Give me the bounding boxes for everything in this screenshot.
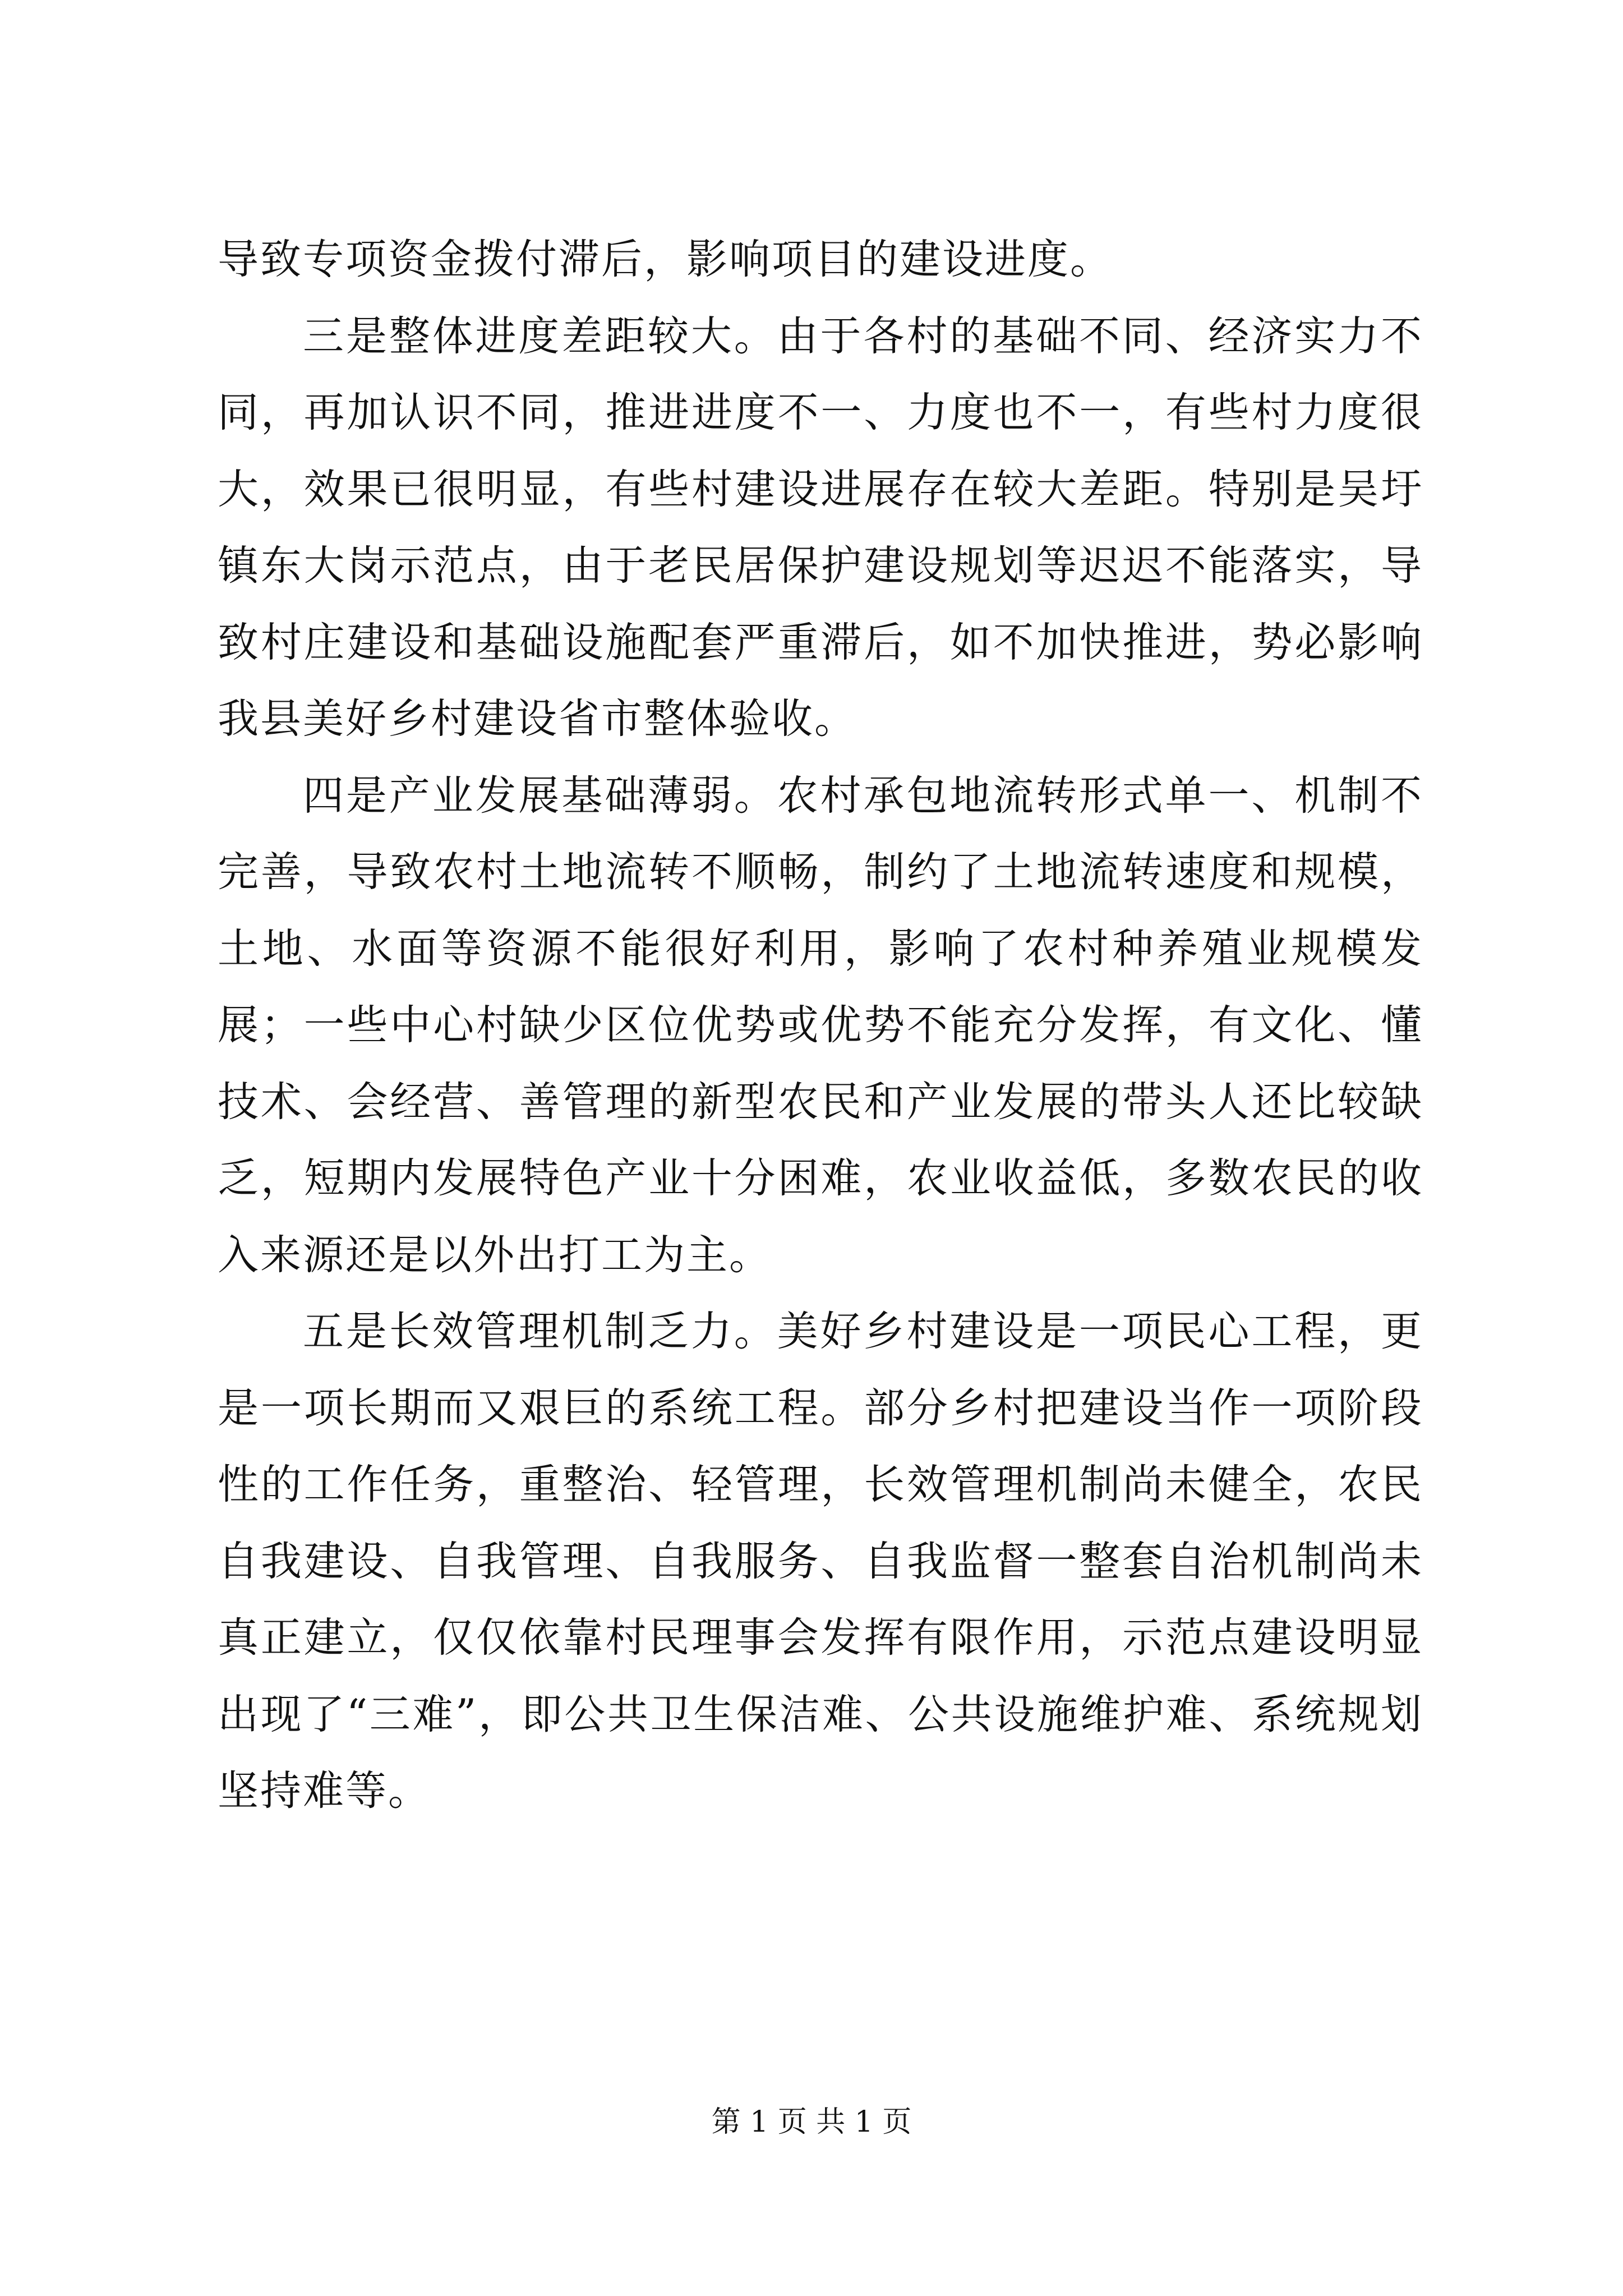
paragraph-progress-gap: 三是整体进度差距较大。由于各村的基础不同、经济实力不同，再加认识不同，推进进度不一、力度也不一，有些村力度很大，效果已很明显，有些村建设进展存在较大差距。特别是吴圩镇东大岗示范点，由于老民居保护建设规划等迟迟不能落实，导致村庄建设和基础设施配套严重滞后，如不加快推进，势必影响我县美好乡村建设省市整体验收。 <box>218 312 1423 743</box>
paragraph-industry-foundation: 四是产业发展基础薄弱。农村承包地流转形式单一、机制不完善，导致农村土地流转不顺畅，制约了土地流转速度和规模，土地、水面等资源不能很好利用，影响了农村种养殖业规模发展；一些中心村缺少区位优势或优势不能充分发挥，有文化、懂技术、会经营、善管理的新型农民和产业发展的带头人还比较缺乏，短期内发展特色产业十分困难，农业收益低，多数农民的收入来源还是以外出打工为主。 <box>218 771 1423 1279</box>
page-footer <box>0 2102 1623 2142</box>
document-body <box>218 222 1423 1830</box>
paragraph-management-mechanism: 五是长效管理机制乏力。美好乡村建设是一项民心工程，更是一项长期而又艰巨的系统工程。部分乡村把建设当作一项阶段性的工作任务，重整治、轻管理，长效管理机制尚未健全，农民自我建设、自我管理、自我服务、自我监督一整套自治机制尚未真正建立，仅仅依靠村民理事会发挥有限作用，示范点建设明显出现了“三难”，即公共卫生保洁难、公共设施维护难、系统规划坚持难等。 <box>218 1308 1423 1815</box>
page-number-label: 第 1 页 共 1 页 <box>711 2105 912 2139</box>
paragraph-continuation: 导致专项资金拨付滞后，影响项目的建设进度。 <box>218 236 1113 283</box>
